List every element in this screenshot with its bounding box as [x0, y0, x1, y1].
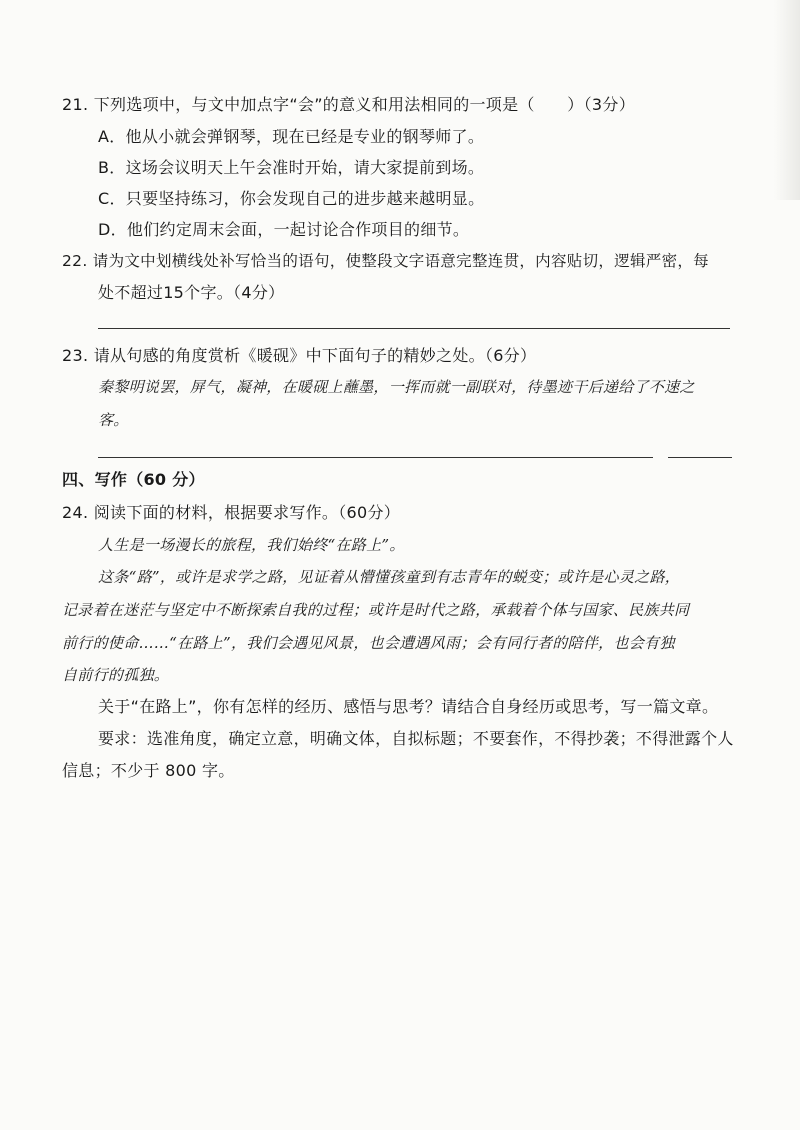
q24-prompt: 关于“在路上”，你有怎样的经历、感悟与思考？请结合自身经历或思考，写一篇文章。 — [98, 697, 719, 716]
q21-option-b: B．这场会议明天上午会准时开始，请大家提前到场。 — [98, 158, 485, 177]
q21-option-d: D．他们约定周末会面，一起讨论合作项目的细节。 — [98, 220, 470, 239]
q22-stem-line2: 处不超过15个字。（4分） — [98, 283, 285, 302]
q24-material-line1: 人生是一场漫长的旅程，我们始终“在路上”。 — [98, 536, 405, 554]
q23-stem: 23. 请从句感的角度赏析《暖砚》中下面句子的精妙之处。（6分） — [62, 346, 537, 365]
q21-option-c: C．只要坚持练习，你会发现自己的进步越来越明显。 — [98, 189, 485, 208]
q24-material-line2: 这条“路”，或许是求学之路，见证着从懵懂孩童到有志青年的蜕变；或许是心灵之路， — [98, 568, 681, 586]
q22-stem-line1: 22. 请为文中划横线处补写恰当的语句，使整段文字语意完整连贯，内容贴切，逻辑严密，每 — [62, 252, 709, 270]
q24-material-line3: 记录着在迷茫与坚定中不断探索自我的过程；或许是时代之路，承载着个体与国家、民族共同 — [62, 601, 690, 619]
q24-requirements-line1: 要求：选准角度，确定立意，明确文体，自拟标题；不要套作，不得抄袭；不得泄露个人 — [98, 729, 734, 748]
q21-option-a: A．他从小就会弹钢琴，现在已经是专业的钢琴师了。 — [98, 127, 485, 146]
q23-answer-line-end — [668, 457, 732, 458]
q24-stem: 24. 阅读下面的材料，根据要求写作。（60分） — [62, 503, 401, 522]
section-4-heading: 四、写作（60 分） — [62, 470, 205, 489]
q24-material-line4: 前行的使命……“在路上”，我们会遇见风景，也会遭遇风雨；会有同行者的陪伴，也会有独 — [62, 634, 675, 652]
scan-edge-shadow — [774, 0, 800, 200]
q23-answer-line — [98, 457, 653, 458]
q21-stem: 21. 下列选项中，与文中加点字“会”的意义和用法相同的一项是（ ）（3分） — [62, 95, 635, 114]
q22-answer-line — [98, 328, 730, 329]
q24-requirements-line2: 信息；不少于 800 字。 — [62, 761, 235, 780]
q24-material-line5: 自前行的孤独。 — [62, 666, 170, 684]
q23-quote-line1: 秦黎明说罢，屏气，凝神，在暖砚上蘸墨，一挥而就一副联对，待墨迹干后递给了不速之 — [98, 378, 695, 396]
q23-quote-line2: 客。 — [98, 411, 129, 429]
